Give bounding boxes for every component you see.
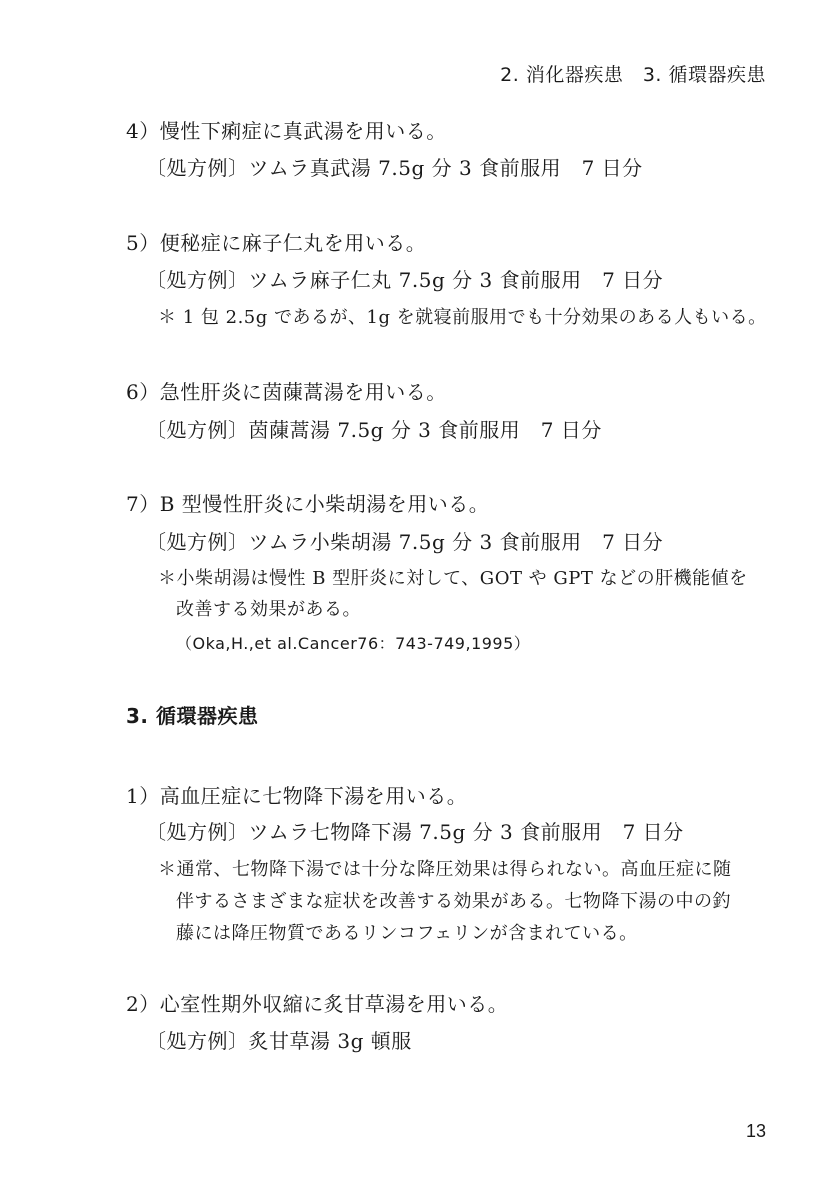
item-heading: 2）心室性期外収縮に炙甘草湯を用いる。 (126, 992, 509, 1016)
section-heading: 3. 循環器疾患 (126, 704, 259, 728)
item-heading: 7）B 型慢性肝炎に小柴胡湯を用いる。 (126, 492, 490, 516)
running-header: 2. 消化器疾患 3. 循環器疾患 (500, 64, 766, 86)
note: ＊通常、七物降下湯では十分な降圧効果は得られない。高血圧症に随 (158, 859, 732, 880)
prescription-example: 〔処方例〕ツムラ真武湯 7.5g 分 3 食前服用 7 日分 (146, 156, 643, 180)
note: ＊ 1 包 2.5g であるが、1g を就寝前服用でも十分効果のある人もいる。 (158, 307, 767, 328)
prescription-example: 〔処方例〕炙甘草湯 3g 頓服 (146, 1029, 412, 1053)
prescription-example: 〔処方例〕ツムラ麻子仁丸 7.5g 分 3 食前服用 7 日分 (146, 268, 664, 292)
prescription-example: 〔処方例〕茵蔯蒿湯 7.5g 分 3 食前服用 7 日分 (146, 418, 602, 442)
prescription-example: 〔処方例〕ツムラ小柴胡湯 7.5g 分 3 食前服用 7 日分 (146, 530, 664, 554)
prescription-example: 〔処方例〕ツムラ七物降下湯 7.5g 分 3 食前服用 7 日分 (146, 820, 684, 844)
reference-citation: （Oka,H.,et al.Cancer76：743-749,1995） (176, 634, 531, 653)
page-number: 13 (745, 1121, 766, 1141)
item-heading: 5）便秘症に麻子仁丸を用いる。 (126, 231, 427, 255)
note-continuation: 伴するさまざまな症状を改善する効果がある。七物降下湯の中の釣 (176, 891, 731, 912)
note-continuation: 藤には降圧物質であるリンコフェリンが含まれている。 (176, 923, 638, 944)
item-heading: 4）慢性下痢症に真武湯を用いる。 (126, 119, 447, 143)
item-heading: 6）急性肝炎に茵蔯蒿湯を用いる。 (126, 380, 447, 404)
item-heading: 1）高血圧症に七物降下湯を用いる。 (126, 784, 468, 808)
note: ＊小柴胡湯は慢性 B 型肝炎に対して、GOT や GPT などの肝機能値を (158, 568, 748, 589)
note-continuation: 改善する効果がある。 (176, 599, 361, 620)
